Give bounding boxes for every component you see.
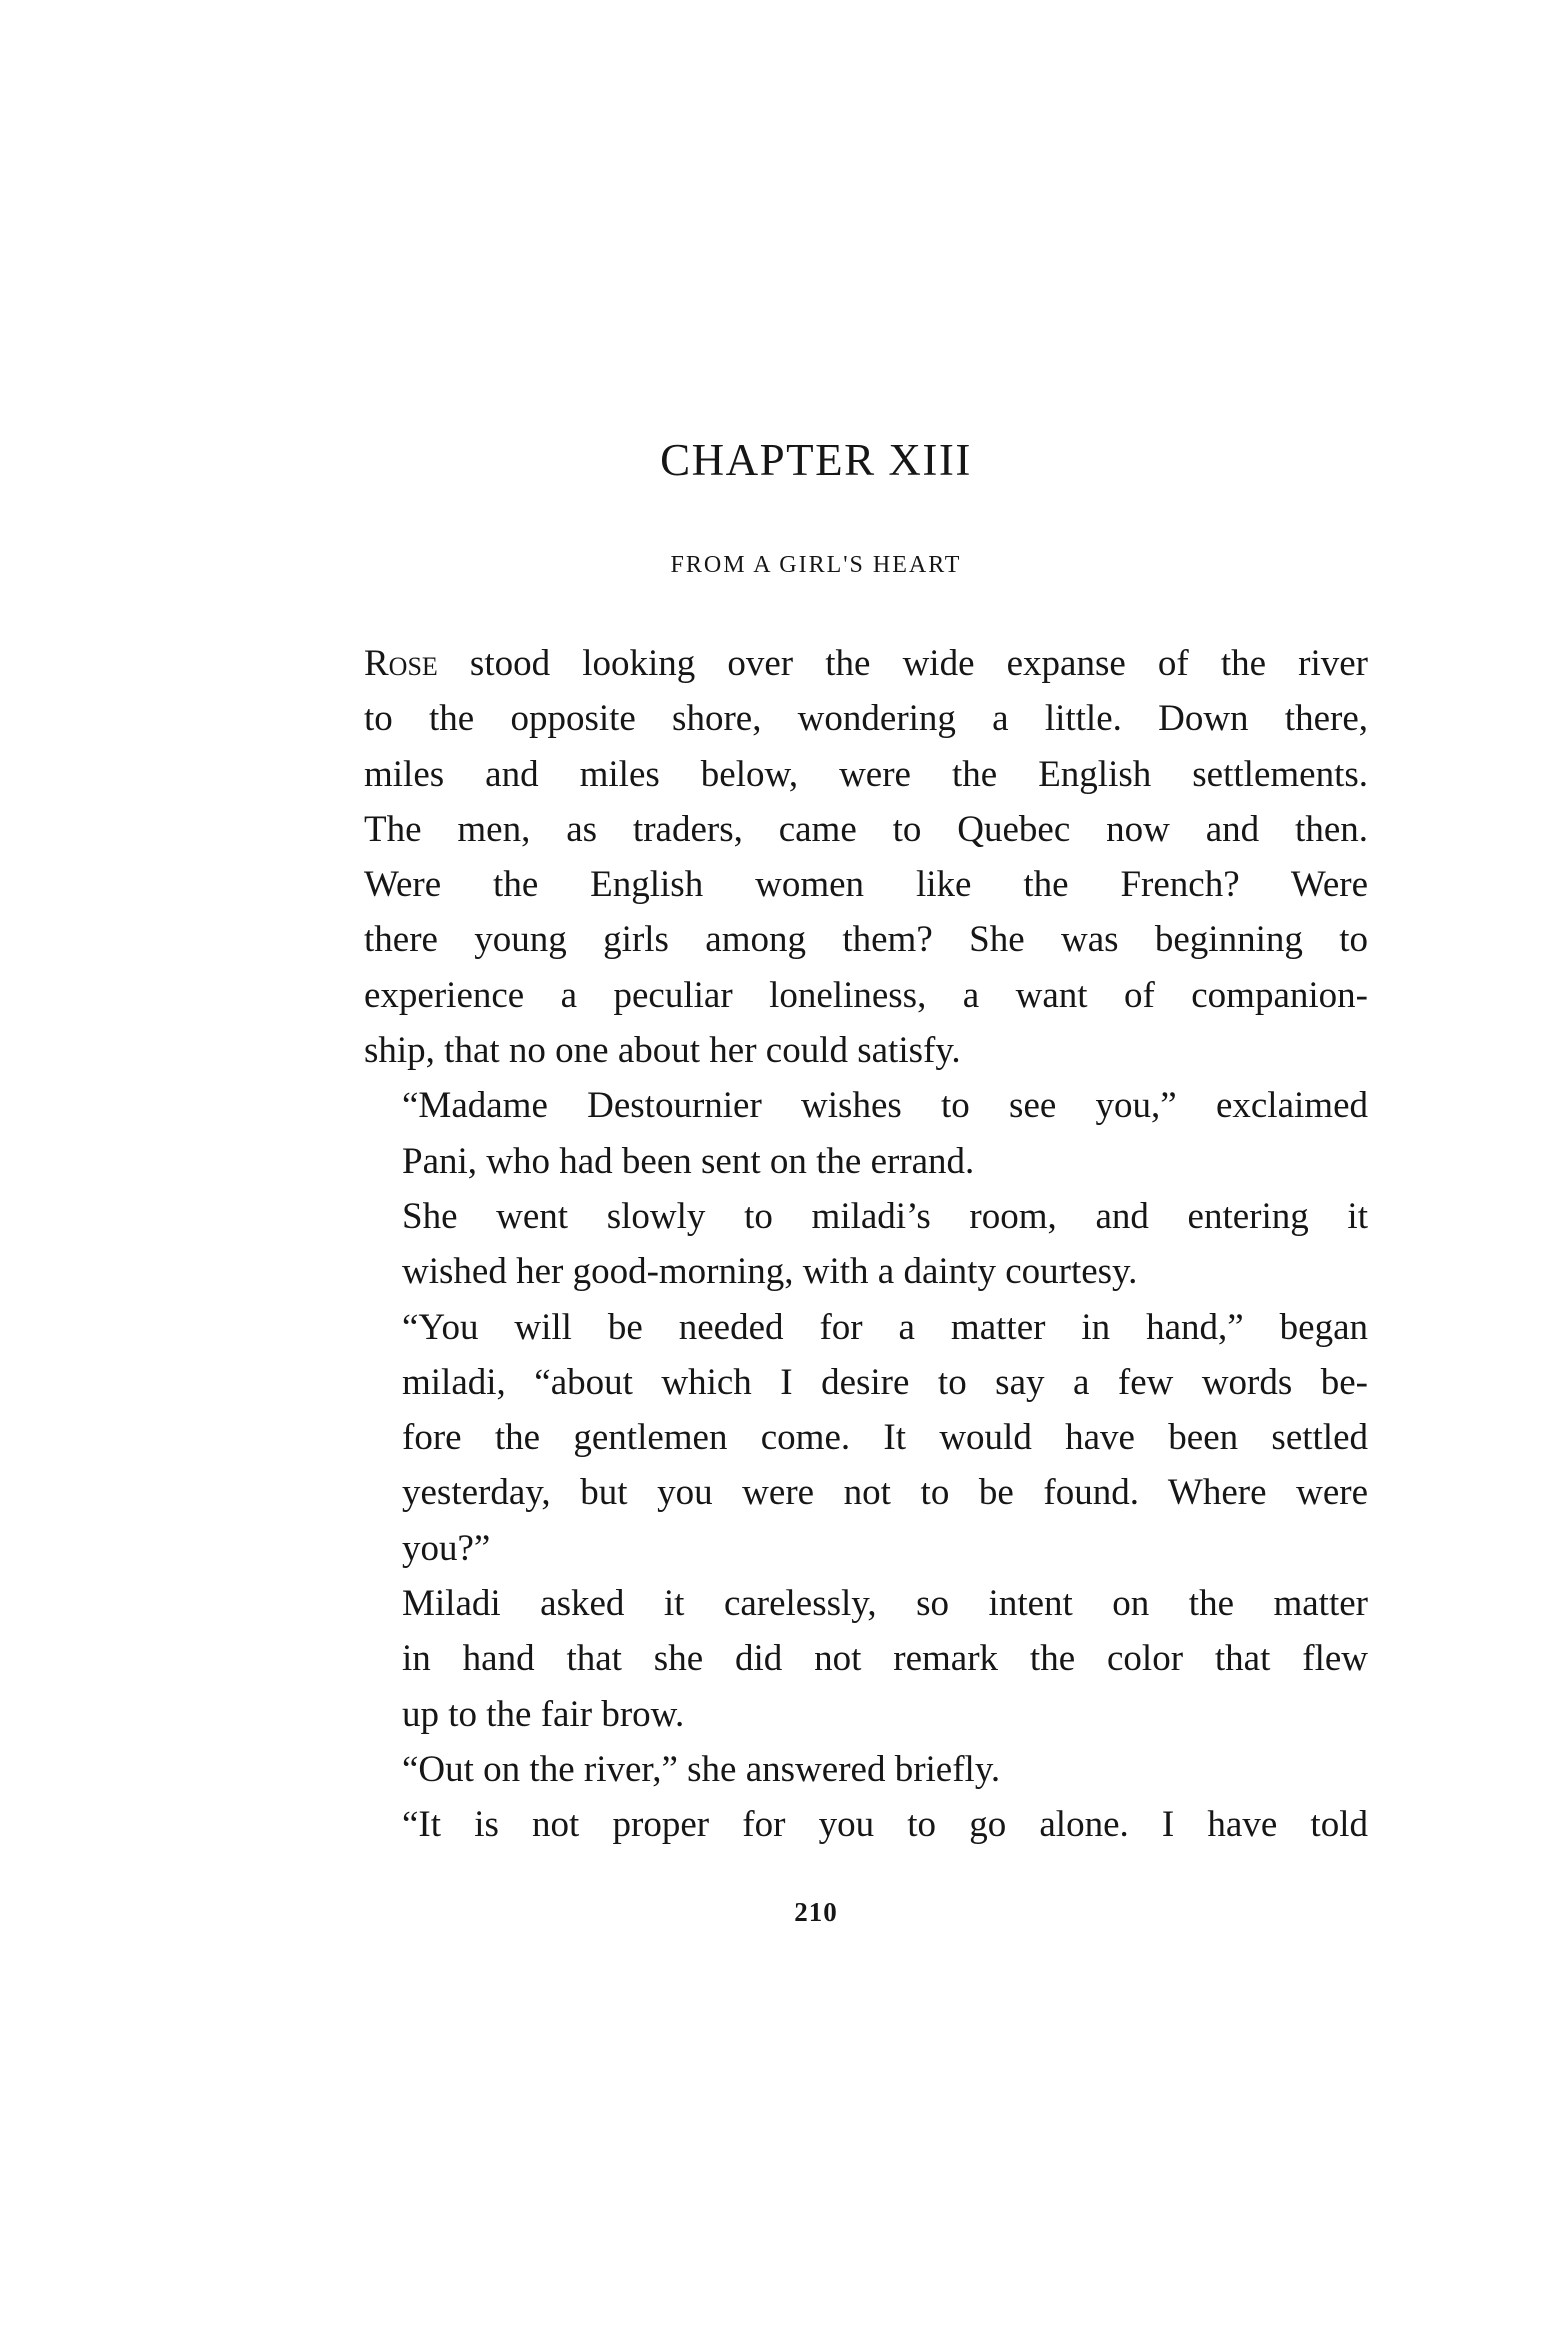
paragraph-6 [364, 1742, 1368, 1797]
text-line: yesterday, but you were not to be found. Where were [402, 1472, 1368, 1514]
paragraph-7 [364, 1797, 1368, 1852]
text-line: ship, that no one about her could satisfy. [364, 1030, 961, 1072]
chapter-subtitle: FROM A GIRL'S HEART [670, 552, 962, 578]
paragraph-2 [364, 1078, 1368, 1189]
text-line: up to the fair brow. [402, 1693, 685, 1735]
text-line: wished her good-morning, with a dainty courtesy. [402, 1251, 1138, 1293]
paragraph-5 [364, 1576, 1368, 1742]
text-line: Pani, who had been sent on the errand. [402, 1140, 975, 1182]
text-line: She went slowly to miladi’s room, and entering it [402, 1195, 1368, 1237]
text-line: “You will be needed for a matter in hand,” began [402, 1306, 1368, 1348]
page-number: 210 [794, 1897, 838, 1927]
text-line: fore the gentlemen come. It would have been settled [402, 1417, 1368, 1459]
text-line: “Madame Destournier wishes to see you,” exclaimed [402, 1085, 1368, 1127]
text-line: there young girls among them? She was beginning to [364, 919, 1368, 961]
text-line: “It is not proper for you to go alone. I have told [402, 1804, 1368, 1846]
text-line: you?” [402, 1527, 491, 1569]
text-line: The men, as traders, came to Quebec now and then. [364, 808, 1368, 850]
text-line: miles and miles below, were the English settlements. [364, 753, 1368, 795]
text-line: Were the English women like the French? Were [364, 864, 1368, 906]
lead-word: Rose [364, 643, 438, 684]
body-text [364, 636, 1368, 1853]
paragraph-1 [364, 636, 1368, 1078]
paragraph-3 [364, 1189, 1368, 1300]
text-line: to the opposite shore, wondering a little. Down there, [364, 698, 1368, 740]
text-line: experience a peculiar loneliness, a want of companion- [364, 974, 1368, 1016]
text-line: Miladi asked it carelessly, so intent on the matter [402, 1583, 1368, 1625]
text-line: in hand that she did not remark the color that flew [402, 1638, 1368, 1680]
chapter-title: CHAPTER XIII [660, 435, 972, 485]
text-line: miladi, “about which I desire to say a few words be- [402, 1361, 1368, 1403]
paragraph-4 [364, 1300, 1368, 1576]
text-line: “Out on the river,” she answered briefly. [402, 1748, 1001, 1790]
text-line: Rose stood looking over the wide expanse of the river [364, 643, 1368, 684]
